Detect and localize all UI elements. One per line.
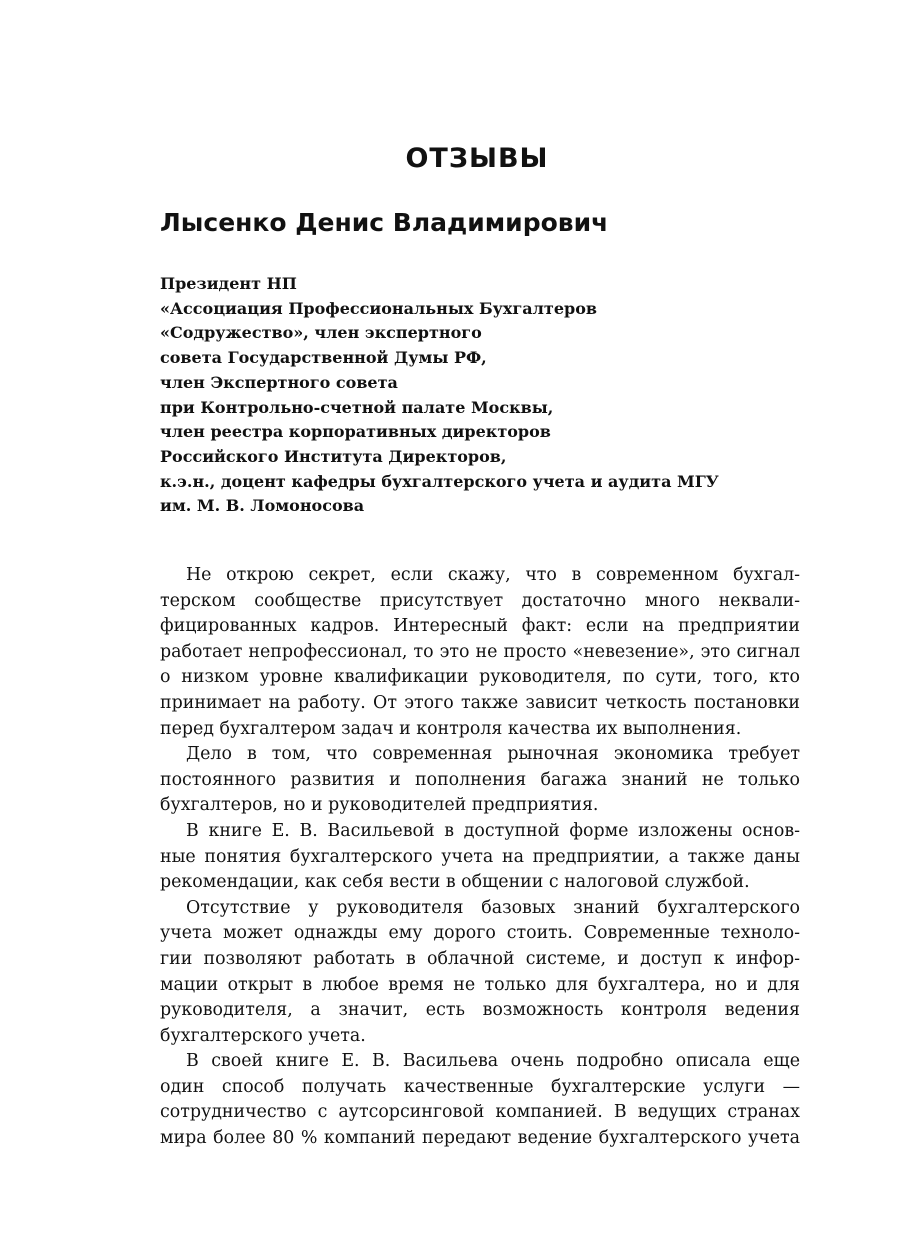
text-line: Дело в том, что современная рыночная экономика требует (186, 744, 800, 765)
text-line: В книге Е. В. Васильевой в доступной форме изложены основ- (186, 820, 800, 841)
text-line: ные понятия бухгалтерского учета на предприятии, а также даны (160, 846, 800, 867)
text-line: принимает на работу. От этого также зависит четкость постановки (160, 692, 800, 713)
text-line: гии позволяют работать в облачной системе, и доступ к инфор- (160, 948, 800, 969)
credential-line: к.э.н., доцент кафедры бухгалтерского учета и аудита МГУ (160, 471, 719, 491)
credential-line: им. М. В. Ломоносова (160, 496, 365, 516)
text-line: сотрудничество с аутсорсинговой компанией. В ведущих странах (160, 1102, 800, 1123)
text-line: бухгалтерского учета. (160, 1025, 366, 1046)
text-line: постоянного развития и пополнения багажа знаний не только (160, 769, 800, 790)
review-paragraph (160, 563, 800, 742)
text-line: терском сообществе присутствует достаточно много неквали- (160, 590, 800, 611)
text-line: один способ получать качественные бухгалтерские услуги — (160, 1076, 800, 1097)
author-name: Лысенко Денис Владимирович (160, 208, 609, 237)
review-paragraph (160, 742, 800, 819)
text-line: фицированных кадров. Интересный факт: если на предприятии (160, 616, 800, 637)
author-credentials (160, 272, 719, 519)
text-line: работает непрофессионал, то это не просто «невезение», это сигнал (160, 641, 800, 662)
text-line: о низком уровне квалификации руководителя, по сути, того, кто (160, 667, 800, 688)
text-line: В своей книге Е. В. Васильева очень подробно описала еще (186, 1051, 800, 1072)
review-paragraph (160, 1049, 800, 1151)
credential-line: совета Государственной Думы РФ, (160, 348, 487, 368)
text-line: мации открыт в любое время не только для бухгалтера, но и для (160, 974, 800, 995)
text-line: бухгалтеров, но и руководителей предприятия. (160, 795, 599, 816)
review-body (160, 563, 800, 1152)
review-paragraph (160, 896, 800, 1050)
text-line: мира более 80 % компаний передают ведение бухгалтерского учета (160, 1128, 800, 1149)
credential-line: Президент НП (160, 274, 297, 293)
review-paragraph (160, 819, 800, 896)
credential-line: «Ассоциация Профессиональных Бухгалтеров (160, 298, 597, 318)
text-line: рекомендации, как себя вести в общении с налоговой службой. (160, 872, 750, 893)
credential-line: при Контрольно-счетной палате Москвы, (160, 397, 554, 417)
credential-line: Российского Института Директоров, (160, 446, 507, 466)
credential-line: член Экспертного совета (160, 372, 398, 392)
section-title: ОТЗЫВЫ (405, 143, 549, 174)
text-line: Не открою секрет, если скажу, что в современном бухгал- (186, 565, 800, 585)
text-line: учета может однажды ему дорого стоить. Современные техноло- (160, 923, 800, 944)
text-line: руководителя, а значит, есть возможность контроля ведения (160, 1000, 800, 1021)
text-line: Отсутствие у руководителя базовых знаний бухгалтерского (186, 897, 800, 918)
text-line: перед бухгалтером задач и контроля качества их выполнения. (160, 718, 742, 739)
credential-line: «Содружество», член экспертного (160, 323, 482, 343)
credential-line: член реестра корпоративных директоров (160, 422, 551, 442)
